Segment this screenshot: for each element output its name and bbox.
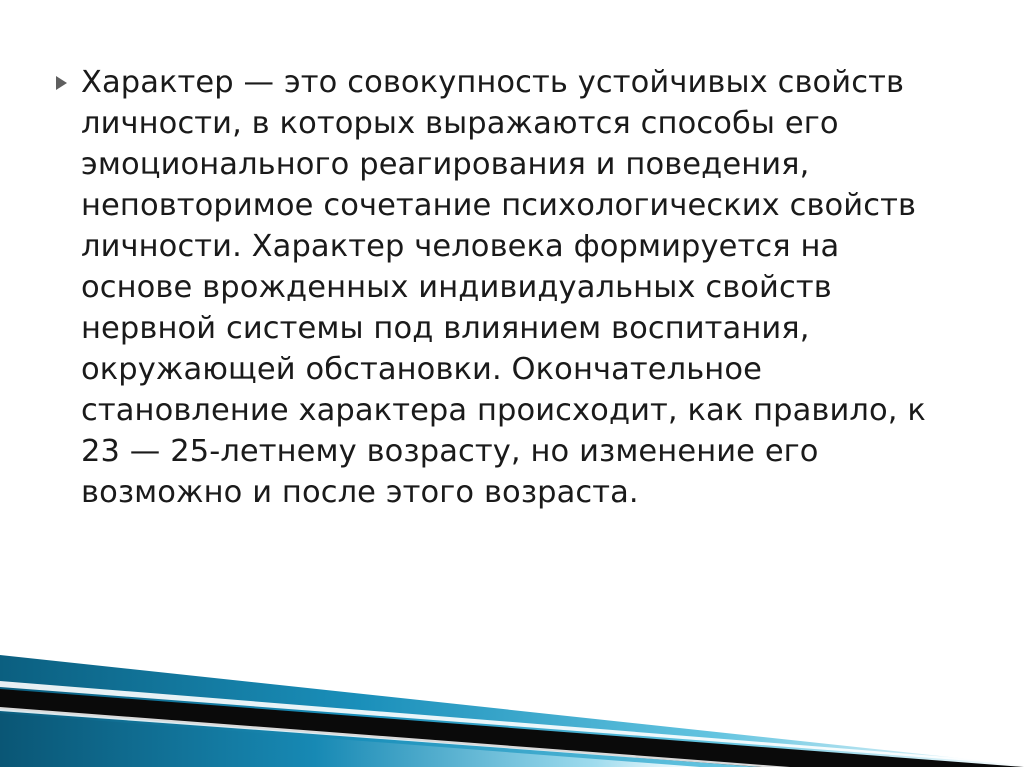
bottom-banner-ribbon (0, 637, 1024, 767)
list-item (56, 62, 956, 513)
bullet-paragraph-text: Характер — это совокупность устойчивых свойств личности, в которых выражаются способы его эмоционального реагирования и поведения, неповторимое сочетание психологических свойств личности. Характер человека формируется на основе врожденных индивидуальных свойств нервной системы под влиянием воспитания, окружающей обстановки. Окончательное становление характера происходит, как правило, к 23 — 25-летнему возрасту, но изменение его возможно и после этого возраста. (81, 65, 926, 511)
triangle-bullet-icon (56, 76, 67, 90)
slide-content (56, 62, 956, 513)
banner-shape (0, 637, 1024, 767)
